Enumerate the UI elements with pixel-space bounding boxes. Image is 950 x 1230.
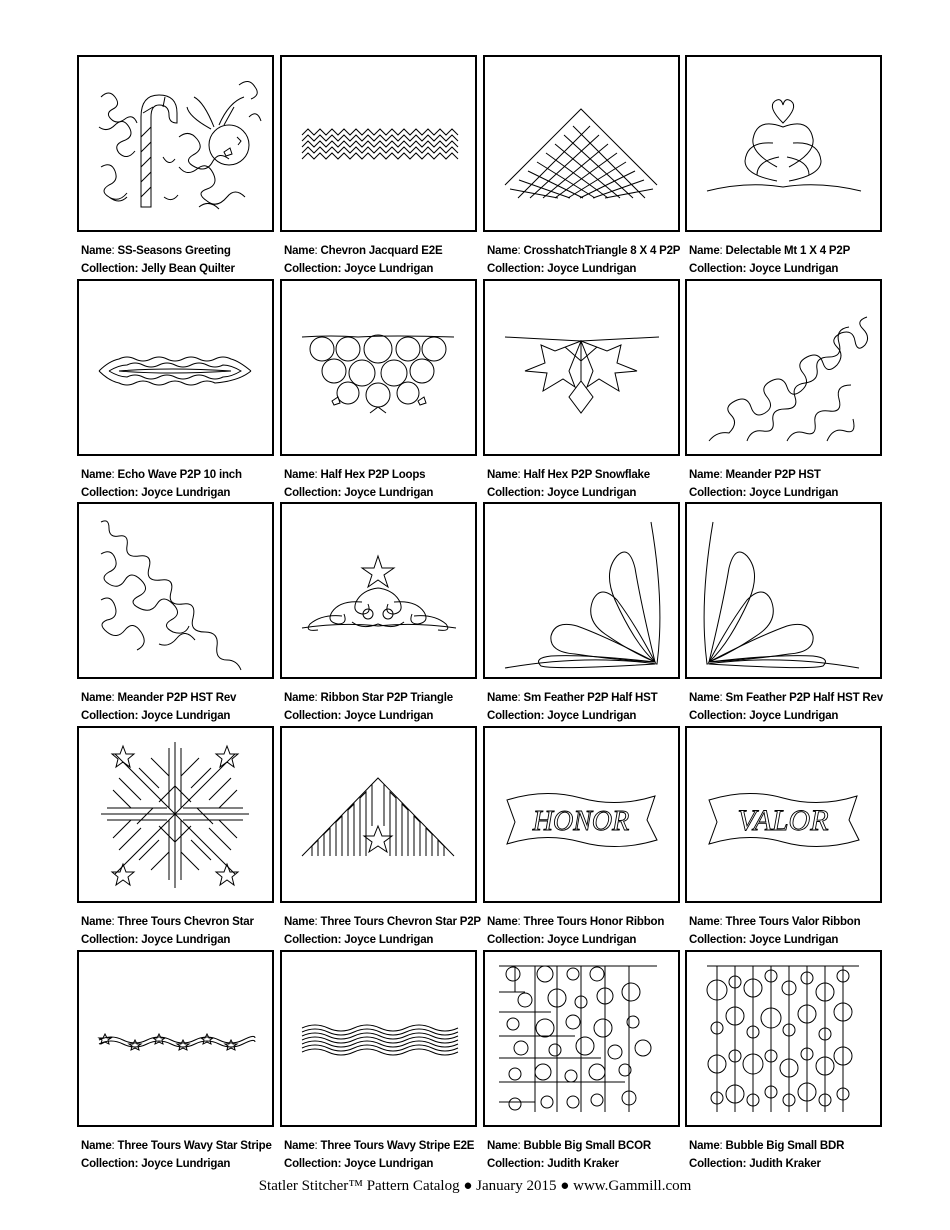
pattern-name: Bubble Big Small BDR: [725, 1140, 845, 1152]
crosshatch-triangle-icon: [485, 57, 678, 230]
pattern-name: Echo Wave P2P 10 inch: [117, 469, 242, 481]
pattern-collection: Joyce Lundrigan: [141, 1157, 231, 1170]
pattern-thumbnail[interactable]: [77, 726, 274, 903]
collection-label: Collection:: [284, 486, 342, 499]
pattern-meta: Name: Bubble Big Small BDR Collection: Judith Kraker: [689, 1140, 845, 1170]
pattern-collection: Jelly Bean Quilter: [141, 262, 235, 275]
pattern-thumbnail[interactable]: [685, 55, 882, 232]
pattern-collection: Joyce Lundrigan: [344, 262, 434, 275]
pattern-name: Bubble Big Small BCOR: [523, 1140, 651, 1152]
pattern-thumbnail[interactable]: [483, 55, 680, 232]
wavy-stripe-icon: [282, 952, 475, 1125]
ribbon-star-icon: [282, 504, 475, 677]
pattern-collection: Joyce Lundrigan: [344, 933, 434, 946]
name-label: Name: [81, 469, 112, 481]
pattern-thumbnail[interactable]: [77, 279, 274, 456]
pattern-meta: Name: Half Hex P2P Snowflake Collection: Joyce Lundrigan: [487, 469, 650, 499]
pattern-collection: Joyce Lundrigan: [344, 1157, 434, 1170]
pattern-thumbnail[interactable]: [280, 726, 477, 903]
collection-label: Collection:: [689, 486, 747, 499]
pattern-meta: Name: Meander P2P HST Rev Collection: Joyce Lundrigan: [81, 692, 237, 722]
name-label: Name: [284, 245, 315, 257]
wavy-star-stripe-icon: [79, 952, 272, 1125]
pattern-meta: Name: Three Tours Chevron Star Collection: Joyce Lundrigan: [81, 916, 254, 946]
name-label: Name: [284, 1140, 315, 1152]
collection-label: Collection:: [284, 933, 342, 946]
pattern-name: Three Tours Valor Ribbon: [725, 916, 861, 928]
pattern-collection: Joyce Lundrigan: [344, 486, 434, 499]
collection-label: Collection:: [689, 1157, 747, 1170]
bubble-corner-icon: [485, 952, 678, 1125]
pattern-collection: Joyce Lundrigan: [344, 709, 434, 722]
name-label: Name: [81, 245, 112, 257]
pattern-name: Chevron Jacquard E2E: [320, 245, 443, 257]
pattern-thumbnail[interactable]: [483, 279, 680, 456]
echo-wave-icon: [79, 281, 272, 454]
name-label: Name: [487, 1140, 518, 1152]
pattern-name: Three Tours Wavy Stripe E2E: [320, 1140, 475, 1152]
pattern-thumbnail[interactable]: [685, 726, 882, 903]
pattern-name: Three Tours Honor Ribbon: [523, 916, 665, 928]
name-label: Name: [487, 916, 518, 928]
name-label: Name: [689, 692, 720, 704]
pattern-collection: Judith Kraker: [547, 1157, 619, 1170]
heart-feather-icon: [687, 57, 880, 230]
meander-triangle-rev-icon: [79, 504, 272, 677]
name-label: Name: [689, 469, 720, 481]
pattern-meta: Name: Half Hex P2P Loops Collection: Joyce Lundrigan: [284, 469, 434, 499]
pattern-collection: Judith Kraker: [749, 1157, 821, 1170]
pattern-thumbnail[interactable]: [280, 502, 477, 679]
collection-label: Collection:: [689, 709, 747, 722]
collection-label: Collection:: [487, 709, 545, 722]
name-label: Name: [689, 1140, 720, 1152]
name-label: Name: [81, 692, 112, 704]
honor-ribbon-icon: [485, 728, 678, 901]
pattern-thumbnail[interactable]: [280, 55, 477, 232]
pattern-meta: Name: SS-Seasons Greeting Collection: Jelly Bean Quilter: [81, 245, 235, 275]
valor-ribbon-icon: [687, 728, 880, 901]
pattern-thumbnail[interactable]: [685, 502, 882, 679]
chevron-star-triangle-icon: [282, 728, 475, 901]
pattern-name: Half Hex P2P Loops: [320, 469, 426, 481]
pattern-collection: Joyce Lundrigan: [749, 486, 839, 499]
pattern-thumbnail[interactable]: [77, 55, 274, 232]
pattern-thumbnail[interactable]: [685, 950, 882, 1127]
pattern-meta: Name: Sm Feather P2P Half HST Collection: Joyce Lundrigan: [487, 692, 658, 722]
bubble-border-icon: [687, 952, 880, 1125]
pattern-name: Three Tours Chevron Star: [117, 916, 254, 928]
pattern-name: Half Hex P2P Snowflake: [523, 469, 650, 481]
collection-label: Collection:: [689, 933, 747, 946]
pattern-thumbnail[interactable]: [483, 726, 680, 903]
pattern-collection: Joyce Lundrigan: [749, 709, 839, 722]
collection-label: Collection:: [81, 1157, 139, 1170]
pattern-name: Meander P2P HST Rev: [117, 692, 237, 704]
name-label: Name: [487, 692, 518, 704]
collection-label: Collection:: [81, 262, 139, 275]
banner-text: VALOR: [737, 804, 829, 837]
pattern-collection: Joyce Lundrigan: [749, 933, 839, 946]
name-label: Name: [487, 469, 518, 481]
pattern-meta: Name: Meander P2P HST Collection: Joyce Lundrigan: [689, 469, 839, 499]
pattern-name: Ribbon Star P2P Triangle: [320, 692, 453, 704]
pattern-meta: Name: Echo Wave P2P 10 inch Collection: Joyce Lundrigan: [81, 469, 242, 499]
pattern-collection: Joyce Lundrigan: [547, 933, 637, 946]
collection-label: Collection:: [81, 933, 139, 946]
page-footer: Statler Stitcher™ Pattern Catalog ● January 2015 ● www.Gammill.com: [258, 1178, 692, 1194]
pattern-meta: Name: Ribbon Star P2P Triangle Collection: Joyce Lundrigan: [284, 692, 453, 722]
pattern-name: Sm Feather P2P Half HST: [523, 692, 658, 704]
pattern-meta: Name: Three Tours Honor Ribbon Collection: Joyce Lundrigan: [487, 916, 665, 946]
pattern-meta: Name: Three Tours Wavy Stripe E2E Collection: Joyce Lundrigan: [284, 1140, 475, 1170]
loops-icon: [282, 281, 475, 454]
pattern-thumbnail[interactable]: [483, 950, 680, 1127]
pattern-thumbnail[interactable]: [280, 950, 477, 1127]
collection-label: Collection:: [689, 262, 747, 275]
pattern-meta: Name: Sm Feather P2P Half HST Rev Collection: Joyce Lundrigan: [689, 692, 883, 722]
feather-fan-rev-icon: [687, 504, 880, 677]
pattern-thumbnail[interactable]: [685, 279, 882, 456]
pattern-name: Meander P2P HST: [725, 469, 821, 481]
pattern-meta: Name: Chevron Jacquard E2E Collection: Joyce Lundrigan: [284, 245, 443, 275]
pattern-name: CrosshatchTriangle 8 X 4 P2P: [523, 245, 681, 257]
pattern-collection: Joyce Lundrigan: [547, 262, 637, 275]
candy-cane-ornament-icon: [79, 57, 272, 230]
name-label: Name: [689, 916, 720, 928]
meander-triangle-icon: [687, 281, 880, 454]
pattern-collection: Joyce Lundrigan: [547, 709, 637, 722]
collection-label: Collection:: [487, 1157, 545, 1170]
name-label: Name: [284, 692, 315, 704]
name-label: Name: [81, 1140, 112, 1152]
collection-label: Collection:: [284, 262, 342, 275]
name-label: Name: [284, 916, 315, 928]
pattern-collection: Joyce Lundrigan: [749, 262, 839, 275]
pattern-name: Three Tours Wavy Star Stripe: [117, 1140, 272, 1152]
collection-label: Collection:: [487, 933, 545, 946]
pattern-collection: Joyce Lundrigan: [141, 486, 231, 499]
collection-label: Collection:: [284, 709, 342, 722]
pattern-thumbnail[interactable]: [483, 502, 680, 679]
pattern-collection: Joyce Lundrigan: [547, 486, 637, 499]
pattern-name: Delectable Mt 1 X 4 P2P: [725, 245, 851, 257]
feather-fan-icon: [485, 504, 678, 677]
pattern-thumbnail[interactable]: [280, 279, 477, 456]
pattern-thumbnail[interactable]: [77, 502, 274, 679]
collection-label: Collection:: [487, 262, 545, 275]
name-label: Name: [689, 245, 720, 257]
chevron-star-block-icon: [79, 728, 272, 901]
collection-label: Collection:: [487, 486, 545, 499]
name-label: Name: [284, 469, 315, 481]
pattern-name: SS-Seasons Greeting: [117, 245, 231, 257]
collection-label: Collection:: [284, 1157, 342, 1170]
pattern-meta: Name: CrosshatchTriangle 8 X 4 P2P Collection: Joyce Lundrigan: [487, 245, 681, 275]
pattern-meta: Name: Bubble Big Small BCOR Collection: Judith Kraker: [487, 1140, 651, 1170]
pattern-collection: Joyce Lundrigan: [141, 709, 231, 722]
collection-label: Collection:: [81, 486, 139, 499]
collection-label: Collection:: [81, 709, 139, 722]
banner-text: HONOR: [532, 806, 630, 837]
pattern-name: Sm Feather P2P Half HST Rev: [725, 692, 883, 704]
snowflake-half-icon: [485, 281, 678, 454]
pattern-name: Three Tours Chevron Star P2P: [320, 916, 481, 928]
pattern-meta: Name: Delectable Mt 1 X 4 P2P Collection: Joyce Lundrigan: [689, 245, 851, 275]
name-label: Name: [81, 916, 112, 928]
pattern-meta: Name: Three Tours Chevron Star P2P Collection: Joyce Lundrigan: [284, 916, 481, 946]
pattern-thumbnail[interactable]: [77, 950, 274, 1127]
pattern-meta: Name: Three Tours Valor Ribbon Collection: Joyce Lundrigan: [689, 916, 861, 946]
pattern-meta: Name: Three Tours Wavy Star Stripe Collection: Joyce Lundrigan: [81, 1140, 272, 1170]
chevron-band-icon: [282, 57, 475, 230]
pattern-collection: Joyce Lundrigan: [141, 933, 231, 946]
name-label: Name: [487, 245, 518, 257]
